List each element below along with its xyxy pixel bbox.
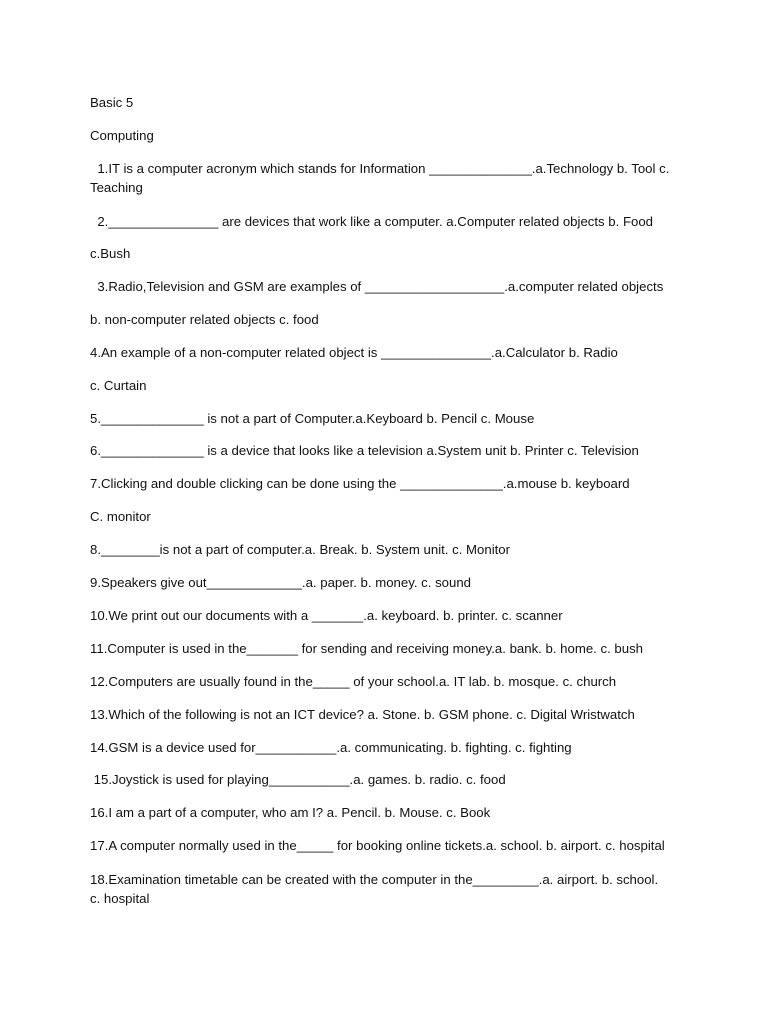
- subject-title: Computing: [90, 128, 154, 143]
- question-9: 9.Speakers give out_____________.a. paper. b. money. c. sound: [90, 575, 472, 590]
- question-3: 3.Radio,Television and GSM are examples of ___________________.a.computer related objects: [90, 279, 664, 294]
- question-8: 8.________is not a part of computer.a. Break. b. System unit. c. Monitor: [90, 542, 511, 557]
- question-7: 7.Clicking and double clicking can be done using the ______________.a.mouse b. keyboard: [90, 476, 630, 491]
- question-18: 18.Examination timetable can be created with the computer in the_________.a. airport. b. school. c. hospital: [90, 872, 659, 906]
- question-1: 1.IT is a computer acronym which stands for Information ______________.a.Technology b. Tool c. Teaching: [90, 161, 673, 195]
- question-3-continued: b. non-computer related objects c. food: [90, 312, 319, 327]
- question-14: 14.GSM is a device used for___________.a. communicating. b. fighting. c. fighting: [90, 740, 572, 755]
- question-16: 16.I am a part of a computer, who am I? a. Pencil. b. Mouse. c. Book: [90, 805, 491, 820]
- question-5: 5.______________ is not a part of Computer.a.Keyboard b. Pencil c. Mouse: [90, 411, 535, 426]
- question-10: 10.We print out our documents with a _______.a. keyboard. b. printer. c. scanner: [90, 608, 563, 623]
- question-2-continued: c.Bush: [90, 246, 131, 261]
- question-6: 6.______________ is a device that looks like a television a.System unit b. Printer c. Television: [90, 443, 639, 458]
- question-17: 17.A computer normally used in the_____ for booking online tickets.a. school. b. airport. c. hospital: [90, 838, 665, 853]
- question-13: 13.Which of the following is not an ICT device? a. Stone. b. GSM phone. c. Digital Wristwatch: [90, 707, 635, 722]
- question-11: 11.Computer is used in the_______ for sending and receiving money.a. bank. b. home. c. bush: [90, 641, 643, 656]
- question-2: 2._______________ are devices that work like a computer. a.Computer related objects b. Food: [90, 214, 654, 229]
- question-12: 12.Computers are usually found in the_____ of your school.a. IT lab. b. mosque. c. church: [90, 674, 617, 689]
- class-level: Basic 5: [90, 95, 134, 110]
- question-4-continued: c. Curtain: [90, 378, 147, 393]
- question-15: 15.Joystick is used for playing___________.a. games. b. radio. c. food: [90, 772, 506, 787]
- question-4: 4.An example of a non-computer related object is _______________.a.Calculator b. Radio: [90, 345, 618, 360]
- question-7-continued: C. monitor: [90, 509, 151, 524]
